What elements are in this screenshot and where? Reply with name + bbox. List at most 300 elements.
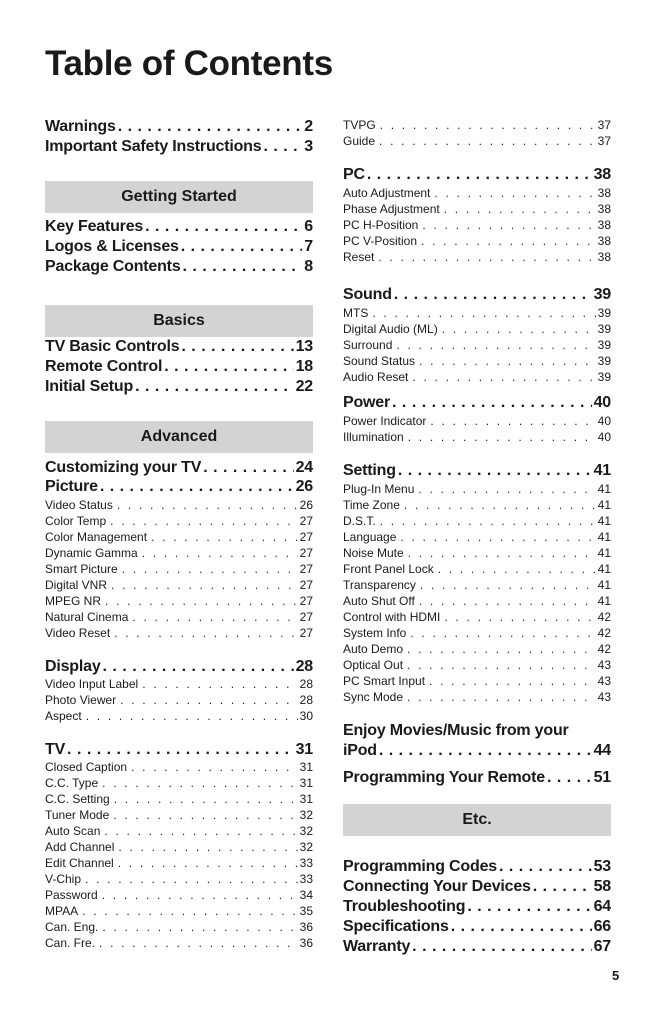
toc-entry-minor[interactable] bbox=[45, 593, 313, 609]
dot-leader bbox=[406, 625, 595, 641]
toc-entry-title: Picture bbox=[45, 478, 98, 495]
section-banner: Etc. bbox=[343, 804, 611, 836]
toc-entry-page: 31 bbox=[299, 776, 313, 790]
toc-entry-page: 22 bbox=[295, 378, 313, 395]
toc-entry-minor[interactable] bbox=[45, 708, 313, 724]
toc-entry-page: 27 bbox=[299, 626, 313, 640]
dot-leader bbox=[400, 497, 596, 513]
toc-entry-page: 28 bbox=[295, 658, 313, 675]
toc-entry-major[interactable] bbox=[45, 357, 313, 377]
toc-entry-minor[interactable] bbox=[45, 545, 313, 561]
toc-entry-title: PC H-Position bbox=[343, 218, 419, 232]
dot-leader bbox=[392, 285, 592, 305]
toc-entry-title: Warnings bbox=[45, 118, 116, 135]
toc-entry-title: Auto Scan bbox=[45, 824, 101, 838]
toc-entry-title: Phase Adjustment bbox=[343, 202, 440, 216]
toc-entry-title: Smart Picture bbox=[45, 562, 118, 576]
dot-leader bbox=[425, 673, 596, 689]
toc-entry-page: 27 bbox=[299, 562, 313, 576]
toc-entry-page: 41 bbox=[597, 514, 611, 528]
toc-entry-major[interactable] bbox=[45, 740, 313, 760]
dot-leader bbox=[418, 217, 595, 233]
toc-entry-minor[interactable] bbox=[343, 337, 611, 353]
toc-entry-page: 31 bbox=[299, 760, 313, 774]
toc-entry-title: Tuner Mode bbox=[45, 808, 110, 822]
toc-entry-minor[interactable] bbox=[343, 561, 611, 577]
dot-leader bbox=[376, 117, 596, 133]
toc-entry-page: 27 bbox=[299, 610, 313, 624]
toc-entry-page: 31 bbox=[299, 792, 313, 806]
toc-entry-page: 53 bbox=[593, 858, 611, 875]
toc-entry-major[interactable] bbox=[343, 877, 611, 897]
toc-entry-title: Video Status bbox=[45, 498, 113, 512]
toc-entry-minor[interactable] bbox=[343, 529, 611, 545]
toc-entry-page: 37 bbox=[597, 134, 611, 148]
toc-entry-major[interactable] bbox=[45, 337, 313, 357]
toc-entry-page: 27 bbox=[299, 594, 313, 608]
toc-entry-page: 38 bbox=[597, 218, 611, 232]
toc-entry-minor[interactable] bbox=[45, 497, 313, 513]
toc-entry-page: 43 bbox=[597, 690, 611, 704]
section-banner: Getting Started bbox=[45, 181, 313, 213]
dot-leader bbox=[118, 561, 298, 577]
toc-entry-minor[interactable] bbox=[343, 233, 611, 249]
toc-entry-minor[interactable] bbox=[343, 185, 611, 201]
dot-leader bbox=[377, 741, 592, 761]
toc-entry-title: Add Channel bbox=[45, 840, 115, 854]
toc-entry-page: 33 bbox=[299, 872, 313, 886]
toc-entry-title: Troubleshooting bbox=[343, 898, 466, 915]
toc-entry-title: Sync Mode bbox=[343, 690, 404, 704]
toc-entry-page: 28 bbox=[299, 693, 313, 707]
toc-entry-title: Password bbox=[45, 888, 98, 902]
toc-entry-minor[interactable] bbox=[45, 807, 313, 823]
toc-entry-page: 64 bbox=[593, 898, 611, 915]
toc-entry-major[interactable] bbox=[343, 897, 611, 917]
toc-entry-minor[interactable] bbox=[343, 369, 611, 385]
toc-entry-page: 34 bbox=[299, 888, 313, 902]
toc-entry-title-line1: Enjoy Movies/Music from your bbox=[343, 722, 569, 739]
toc-entry-minor[interactable] bbox=[45, 887, 313, 903]
toc-entry-title: Closed Caption bbox=[45, 760, 128, 774]
dot-leader bbox=[410, 937, 591, 957]
dot-leader bbox=[65, 740, 294, 760]
toc-entry-page: 42 bbox=[597, 642, 611, 656]
toc-entry-page: 18 bbox=[295, 358, 313, 375]
toc-entry-minor[interactable] bbox=[45, 791, 313, 807]
dot-leader bbox=[497, 857, 592, 877]
dot-leader bbox=[417, 233, 596, 249]
toc-entry-title: Optical Out bbox=[343, 658, 404, 672]
dot-leader bbox=[434, 561, 596, 577]
toc-entry-title: Video Reset bbox=[45, 626, 111, 640]
toc-entry-page: 32 bbox=[299, 808, 313, 822]
toc-entry-title: PC Smart Input bbox=[343, 674, 426, 688]
toc-entry-title: C.C. Setting bbox=[45, 792, 110, 806]
toc-entry-page: 39 bbox=[597, 354, 611, 368]
toc-entry-page: 42 bbox=[597, 610, 611, 624]
toc-entry-page: 32 bbox=[299, 824, 313, 838]
dot-leader bbox=[403, 657, 596, 673]
toc-entry-major[interactable] bbox=[45, 117, 313, 137]
toc-entry-page: 30 bbox=[299, 709, 313, 723]
toc-entry-title: TV Basic Controls bbox=[45, 338, 180, 355]
toc-entry-minor[interactable] bbox=[343, 305, 611, 321]
toc-entry-page: 41 bbox=[597, 578, 611, 592]
toc-entry-major[interactable] bbox=[45, 377, 313, 397]
dot-leader bbox=[426, 413, 595, 429]
dot-leader bbox=[101, 657, 294, 677]
dot-leader bbox=[531, 877, 592, 897]
toc-entry-page: 41 bbox=[597, 562, 611, 576]
toc-entry-title: Guide bbox=[343, 134, 376, 148]
toc-entry-major[interactable] bbox=[343, 393, 611, 413]
toc-entry-minor[interactable] bbox=[45, 676, 313, 692]
page-title: Table of Contents bbox=[45, 44, 333, 83]
dot-leader bbox=[376, 513, 596, 529]
dot-leader bbox=[368, 305, 595, 321]
dot-leader bbox=[162, 357, 293, 377]
toc-entry-page: 35 bbox=[299, 904, 313, 918]
toc-entry-page: 41 bbox=[597, 498, 611, 512]
toc-entry-title: Package Contents bbox=[45, 258, 181, 275]
dot-leader bbox=[440, 201, 596, 217]
toc-entry-major[interactable] bbox=[343, 165, 611, 185]
toc-entry-page: 28 bbox=[299, 677, 313, 691]
dot-leader bbox=[127, 759, 298, 775]
dot-leader bbox=[261, 137, 302, 157]
dot-leader bbox=[415, 593, 596, 609]
toc-entry-page: 38 bbox=[597, 234, 611, 248]
dot-leader bbox=[545, 768, 592, 788]
toc-entry-page: 3 bbox=[304, 138, 313, 155]
toc-entry-title: Illumination bbox=[343, 430, 404, 444]
dot-leader bbox=[430, 185, 595, 201]
toc-entry-title: C.C. Type bbox=[45, 776, 99, 790]
toc-entry-minor[interactable] bbox=[343, 201, 611, 217]
toc-entry-page: 27 bbox=[299, 514, 313, 528]
toc-entry-minor[interactable] bbox=[45, 775, 313, 791]
toc-entry-page: 7 bbox=[304, 238, 313, 255]
toc-entry-page: 44 bbox=[593, 742, 611, 759]
toc-entry-page: 37 bbox=[597, 118, 611, 132]
dot-leader bbox=[396, 529, 595, 545]
toc-entry-title: Aspect bbox=[45, 709, 82, 723]
toc-entry-page: 67 bbox=[593, 938, 611, 955]
dot-leader bbox=[438, 321, 596, 337]
toc-entry-minor[interactable] bbox=[343, 673, 611, 689]
toc-entry-minor[interactable] bbox=[343, 609, 611, 625]
toc-entry-page: 31 bbox=[295, 741, 313, 758]
toc-entry-major[interactable] bbox=[45, 657, 313, 677]
toc-entry-minor[interactable] bbox=[45, 919, 313, 935]
toc-entry-title: PC V-Position bbox=[343, 234, 418, 248]
toc-entry-title: System Info bbox=[343, 626, 407, 640]
toc-entry-minor[interactable] bbox=[45, 609, 313, 625]
toc-entry-minor[interactable] bbox=[45, 823, 313, 839]
toc-entry-page: 32 bbox=[299, 840, 313, 854]
toc-entry-title: Remote Control bbox=[45, 358, 163, 375]
toc-entry-minor[interactable] bbox=[343, 249, 611, 265]
toc-entry-page: 24 bbox=[295, 459, 313, 476]
toc-entry-title: MTS bbox=[343, 306, 369, 320]
dot-leader bbox=[449, 917, 592, 937]
dot-leader bbox=[101, 593, 298, 609]
dot-leader bbox=[114, 855, 298, 871]
toc-entry-title: Noise Mute bbox=[343, 546, 404, 560]
toc-entry-title: MPAA bbox=[45, 904, 79, 918]
dot-leader bbox=[403, 641, 596, 657]
dot-leader bbox=[143, 217, 302, 237]
toc-entry-page: 42 bbox=[597, 626, 611, 640]
toc-entry-minor[interactable] bbox=[343, 545, 611, 561]
dot-leader bbox=[110, 791, 298, 807]
dot-leader bbox=[116, 117, 303, 137]
toc-entry-title: Important Safety Instructions bbox=[45, 138, 262, 155]
toc-entry-page: 40 bbox=[597, 414, 611, 428]
toc-entry-page: 38 bbox=[597, 202, 611, 216]
toc-entry-title: Dynamic Gamma bbox=[45, 546, 138, 560]
toc-entry-title: Key Features bbox=[45, 218, 144, 235]
dot-leader bbox=[98, 477, 294, 497]
dot-leader bbox=[100, 823, 297, 839]
toc-entry-page: 8 bbox=[304, 258, 313, 275]
dot-leader bbox=[78, 903, 298, 919]
toc-entry-title: Programming Codes bbox=[343, 858, 497, 875]
toc-entry-minor[interactable] bbox=[343, 641, 611, 657]
toc-entry-page: 39 bbox=[597, 370, 611, 384]
dot-leader bbox=[440, 609, 595, 625]
toc-entry-title: Transparency bbox=[343, 578, 416, 592]
dot-leader bbox=[128, 609, 297, 625]
toc-entry-title: Auto Adjustment bbox=[343, 186, 431, 200]
toc-entry-title: Color Management bbox=[45, 530, 148, 544]
section-banner: Advanced bbox=[45, 421, 313, 453]
toc-entry-page: 27 bbox=[299, 530, 313, 544]
toc-entry-major[interactable] bbox=[45, 137, 313, 157]
toc-entry-title: V-Chip bbox=[45, 872, 82, 886]
toc-entry-title: iPod bbox=[343, 742, 377, 759]
toc-entry-major[interactable] bbox=[343, 917, 611, 937]
dot-leader bbox=[138, 676, 297, 692]
toc-entry-page: 6 bbox=[304, 218, 313, 235]
dot-leader bbox=[390, 393, 592, 413]
dot-leader bbox=[408, 369, 595, 385]
dot-leader bbox=[181, 257, 303, 277]
toc-entry-minor[interactable] bbox=[343, 353, 611, 369]
dot-leader bbox=[113, 497, 298, 513]
toc-entry-page: 38 bbox=[597, 186, 611, 200]
dot-leader bbox=[179, 337, 293, 357]
toc-entry-minor[interactable] bbox=[45, 871, 313, 887]
toc-entry-minor[interactable] bbox=[45, 561, 313, 577]
dot-leader bbox=[375, 133, 596, 149]
toc-entry-major[interactable] bbox=[343, 461, 611, 481]
toc-entry-major[interactable] bbox=[45, 257, 313, 277]
toc-entry-title: Control with HDMI bbox=[343, 610, 441, 624]
toc-entry-title: Digital VNR bbox=[45, 578, 108, 592]
toc-entry-title: Can. Fre. bbox=[45, 936, 96, 950]
toc-entry-page: 39 bbox=[597, 322, 611, 336]
toc-entry-title: Power Indicator bbox=[343, 414, 427, 428]
dot-leader bbox=[465, 897, 591, 917]
toc-entry-title: Warranty bbox=[343, 938, 411, 955]
toc-entry-major[interactable] bbox=[343, 285, 611, 305]
toc-entry-page: 27 bbox=[299, 546, 313, 560]
toc-entry-title: Front Panel Lock bbox=[343, 562, 434, 576]
toc-entry-minor[interactable] bbox=[45, 513, 313, 529]
dot-leader bbox=[110, 625, 297, 641]
toc-entry-page: 38 bbox=[597, 250, 611, 264]
dot-leader bbox=[107, 577, 298, 593]
toc-entry-title: Language bbox=[343, 530, 397, 544]
toc-entry-title: Display bbox=[45, 658, 101, 675]
toc-entry-title: Edit Channel bbox=[45, 856, 114, 870]
toc-entry-title: Video Input Label bbox=[45, 677, 139, 691]
toc-entry-page: 66 bbox=[593, 918, 611, 935]
toc-entry-page: 38 bbox=[593, 166, 611, 183]
toc-entry-minor[interactable] bbox=[343, 429, 611, 445]
dot-leader bbox=[116, 692, 297, 708]
toc-entry-title: Audio Reset bbox=[343, 370, 409, 384]
toc-entry-title: Customizing your TV bbox=[45, 459, 202, 476]
toc-entry-page: 51 bbox=[593, 769, 611, 786]
toc-entry-minor[interactable] bbox=[45, 577, 313, 593]
page-number: 5 bbox=[612, 968, 620, 983]
toc-entry-title: Auto Demo bbox=[343, 642, 404, 656]
toc-entry-page: 43 bbox=[597, 674, 611, 688]
toc-entry-title: MPEG NR bbox=[45, 594, 102, 608]
toc-entry-page: 39 bbox=[597, 338, 611, 352]
toc-entry-minor[interactable] bbox=[343, 413, 611, 429]
section-banner: Basics bbox=[45, 305, 313, 337]
toc-entry-page: 58 bbox=[593, 878, 611, 895]
toc-entry-minor[interactable] bbox=[45, 625, 313, 641]
toc-entry-title: Time Zone bbox=[343, 498, 400, 512]
toc-entry-major[interactable] bbox=[343, 721, 611, 761]
dot-leader bbox=[138, 545, 298, 561]
toc-entry-title: Setting bbox=[343, 462, 396, 479]
dot-leader bbox=[365, 165, 592, 185]
toc-entry-page: 33 bbox=[299, 856, 313, 870]
toc-entry-minor[interactable] bbox=[343, 117, 611, 133]
dot-leader bbox=[416, 577, 596, 593]
dot-leader bbox=[133, 377, 294, 397]
toc-entry-minor[interactable] bbox=[343, 321, 611, 337]
dot-leader bbox=[404, 545, 596, 561]
dot-leader bbox=[179, 237, 303, 257]
toc-entry-minor[interactable] bbox=[45, 529, 313, 545]
toc-entry-page: 41 bbox=[597, 546, 611, 560]
toc-entry-title: Can. Eng. bbox=[45, 920, 99, 934]
toc-entry-minor[interactable] bbox=[343, 133, 611, 149]
toc-entry-page: 39 bbox=[597, 306, 611, 320]
toc-entry-page: 41 bbox=[597, 594, 611, 608]
toc-entry-major[interactable] bbox=[343, 937, 611, 957]
toc-entry-minor[interactable] bbox=[45, 692, 313, 708]
toc-entry-minor[interactable] bbox=[343, 625, 611, 641]
toc-entry-page: 2 bbox=[304, 118, 313, 135]
toc-entry-major[interactable] bbox=[343, 768, 611, 788]
dot-leader bbox=[392, 337, 595, 353]
toc-entry-page: 41 bbox=[593, 462, 611, 479]
toc-entry-page: 26 bbox=[299, 498, 313, 512]
toc-entry-title: Initial Setup bbox=[45, 378, 134, 395]
toc-entry-title: PC bbox=[343, 166, 365, 183]
toc-entry-title: Plug-In Menu bbox=[343, 482, 415, 496]
dot-leader bbox=[147, 529, 298, 545]
toc-entry-page: 40 bbox=[597, 430, 611, 444]
toc-entry-minor[interactable] bbox=[343, 217, 611, 233]
toc-entry-page: 43 bbox=[597, 658, 611, 672]
toc-entry-page: 36 bbox=[299, 920, 313, 934]
dot-leader bbox=[374, 249, 595, 265]
toc-entry-minor[interactable] bbox=[343, 593, 611, 609]
toc-entry-minor[interactable] bbox=[45, 903, 313, 919]
dot-leader bbox=[98, 887, 298, 903]
toc-entry-major[interactable] bbox=[45, 237, 313, 257]
dot-leader bbox=[106, 513, 298, 529]
toc-entry-minor[interactable] bbox=[343, 497, 611, 513]
toc-entry-major[interactable] bbox=[343, 857, 611, 877]
toc-entry-page: 40 bbox=[593, 394, 611, 411]
toc-entry-minor[interactable] bbox=[45, 855, 313, 871]
dot-leader bbox=[414, 481, 595, 497]
toc-entry-major[interactable] bbox=[45, 458, 313, 478]
dot-leader bbox=[404, 429, 596, 445]
dot-leader bbox=[98, 775, 298, 791]
toc-entry-minor[interactable] bbox=[343, 513, 611, 529]
toc-entry-page: 36 bbox=[299, 936, 313, 950]
toc-entry-title: Photo Viewer bbox=[45, 693, 117, 707]
toc-entry-minor[interactable] bbox=[343, 657, 611, 673]
toc-entry-title: Reset bbox=[343, 250, 375, 264]
toc-entry-title: Programming Your Remote bbox=[343, 769, 545, 786]
toc-entry-title: TVPG bbox=[343, 118, 376, 132]
toc-entry-page: 27 bbox=[299, 578, 313, 592]
dot-leader bbox=[98, 919, 297, 935]
dot-leader bbox=[82, 708, 298, 724]
toc-entry-page: 41 bbox=[597, 530, 611, 544]
toc-entry-minor[interactable] bbox=[45, 935, 313, 951]
toc-entry-title: Power bbox=[343, 394, 391, 411]
toc-entry-title: Natural Cinema bbox=[45, 610, 129, 624]
toc-entry-minor[interactable] bbox=[343, 689, 611, 705]
toc-entry-page: 41 bbox=[597, 482, 611, 496]
dot-leader bbox=[396, 461, 592, 481]
toc-entry-major[interactable] bbox=[45, 217, 313, 237]
toc-entry-title: Digital Audio (ML) bbox=[343, 322, 438, 336]
toc-entry-title: Sound bbox=[343, 286, 392, 303]
toc-entry-title: Specifications bbox=[343, 918, 449, 935]
dot-leader bbox=[109, 807, 297, 823]
dot-leader bbox=[415, 353, 596, 369]
toc-entry-title: Logos & Licenses bbox=[45, 238, 179, 255]
dot-leader bbox=[95, 935, 298, 951]
toc-entry-page: 13 bbox=[295, 338, 313, 355]
toc-entry-minor[interactable] bbox=[343, 577, 611, 593]
toc-entry-title: Auto Shut Off bbox=[343, 594, 415, 608]
toc-entry-title: Surround bbox=[343, 338, 393, 352]
toc-entry-minor[interactable] bbox=[45, 839, 313, 855]
toc-entry-title: Connecting Your Devices bbox=[343, 878, 531, 895]
toc-entry-page: 26 bbox=[295, 478, 313, 495]
toc-entry-page: 39 bbox=[593, 286, 611, 303]
toc-entry-minor[interactable] bbox=[343, 481, 611, 497]
toc-entry-major[interactable] bbox=[45, 477, 313, 497]
dot-leader bbox=[201, 458, 293, 478]
toc-entry-minor[interactable] bbox=[45, 759, 313, 775]
